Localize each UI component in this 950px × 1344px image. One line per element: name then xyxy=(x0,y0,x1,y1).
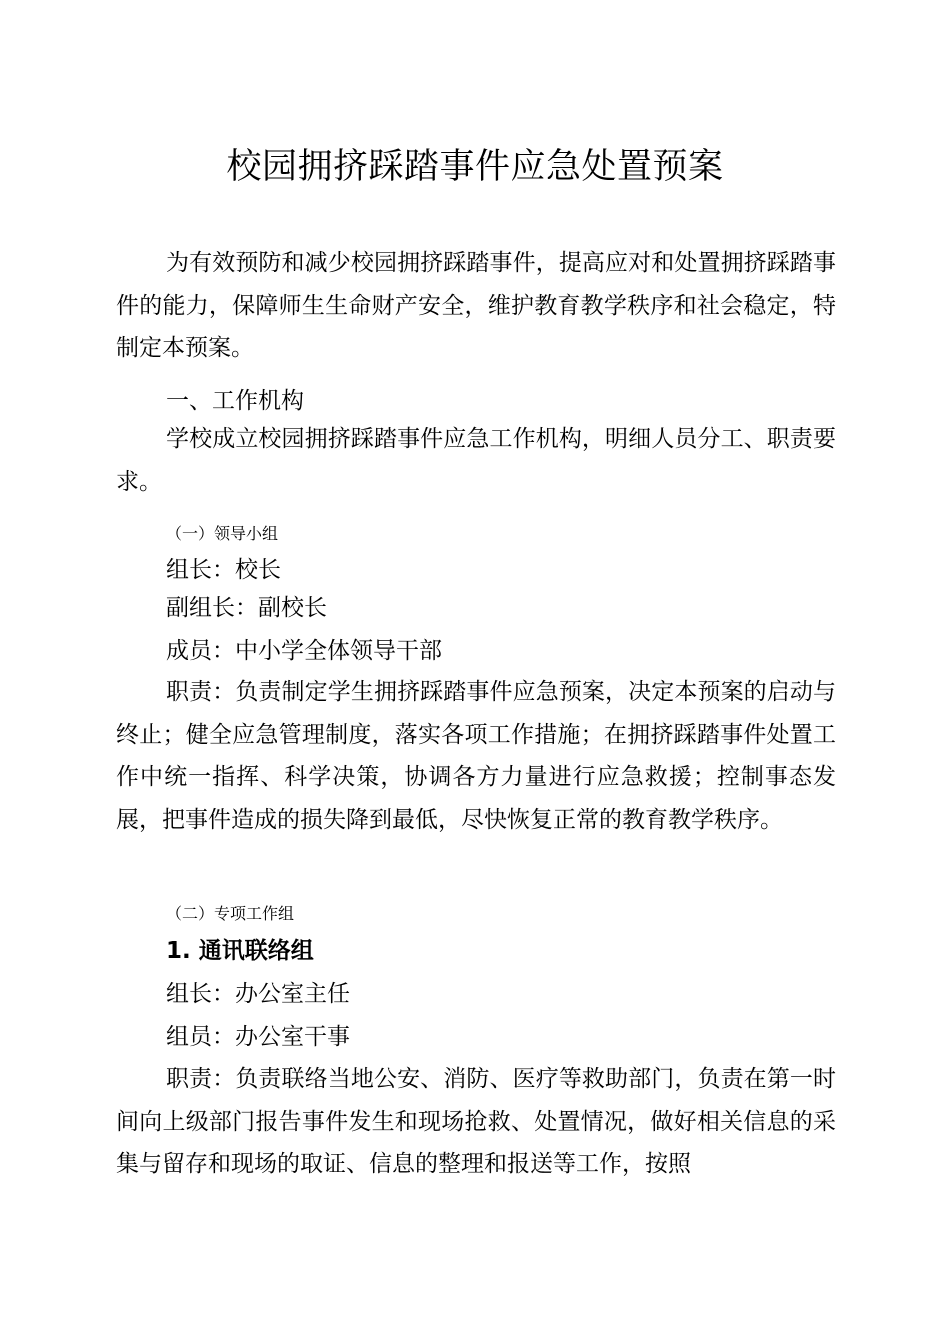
group1-members: 成员：中小学全体领导干部 xyxy=(166,638,442,664)
sub1-title: 1. 通讯联络组 xyxy=(166,938,314,964)
section1-paragraph: 学校成立校园拥挤踩踏事件应急工作机构，明细人员分工、职责要求。 xyxy=(116,426,836,495)
group2-heading: （二）专项工作组 xyxy=(166,904,295,923)
intro-paragraph: 为有效预防和减少校园拥挤踩踏事件，提高应对和处置拥挤踩踏事件的能力，保障师生生命财产安全，维护教育教学秩序和社会稳定，特制定本预案。 xyxy=(116,250,836,361)
sub1-members: 组员：办公室干事 xyxy=(166,1024,350,1050)
document-title: 校园拥挤踩踏事件应急处置预案 xyxy=(226,147,724,187)
sub1-duties: 职责：负责联络当地公安、消防、医疗等救助部门，负责在第一时间向上级部门报告事件发生和现场抢救、处置情况，做好相关信息的采集与留存和现场的取证、信息的整理和报送等工作，按照 xyxy=(116,1066,836,1177)
group1-leader: 组长：校长 xyxy=(166,557,281,583)
group1-duties: 职责：负责制定学生拥挤踩踏事件应急预案，决定本预案的启动与终止；健全应急管理制度，落实各项工作措施；在拥挤踩踏事件处置工作中统一指挥、科学决策，协调各方力量进行应急救援；控制事态发展，把事件造成的损失降到最低，尽快恢复正常的教育教学秩序。 xyxy=(116,679,836,833)
group1-deputy: 副组长：副校长 xyxy=(166,595,327,621)
sub1-leader: 组长：办公室主任 xyxy=(166,981,350,1007)
section1-heading: 一、工作机构 xyxy=(166,388,304,414)
group1-heading: （一）领导小组 xyxy=(166,524,279,543)
